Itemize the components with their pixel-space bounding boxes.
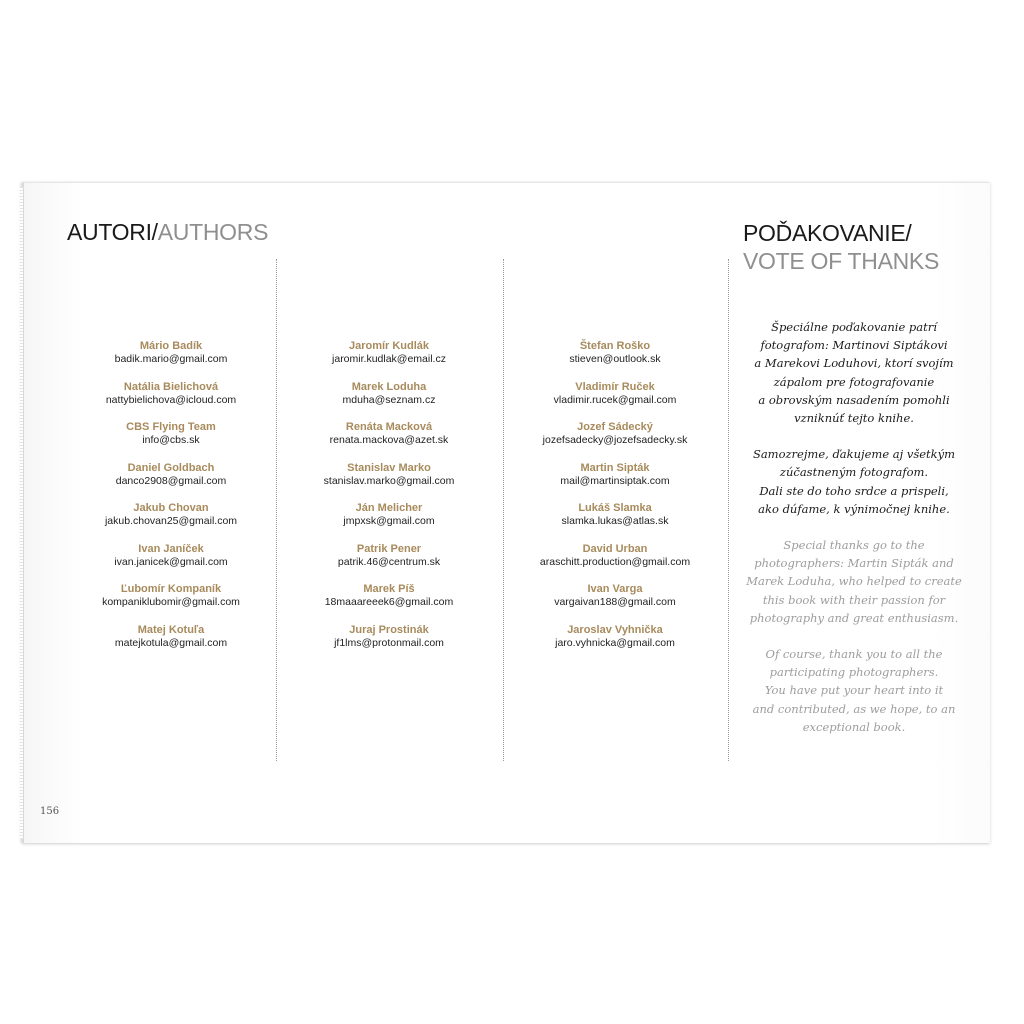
author-entry — [280, 421, 498, 462]
thanks-heading-sk: POĎAKOVANIE/ — [743, 220, 912, 246]
author-name: Vladimír Ruček — [575, 380, 655, 393]
book-page-spread — [22, 182, 990, 843]
author-email: danco2908@gmail.com — [115, 474, 227, 487]
author-email: jaro.vyhnicka@gmail.com — [555, 636, 675, 649]
author-name: Marek Píš — [363, 583, 415, 595]
author-entry — [62, 421, 280, 462]
author-entry — [280, 340, 498, 381]
authors-column-2 — [280, 340, 498, 664]
author-email: stanislav.marko@gmail.com — [323, 474, 455, 487]
author-email: araschitt.production@gmail.com — [539, 555, 691, 568]
author-email: jaromir.kudlak@email.cz — [332, 353, 446, 365]
thanks-heading — [743, 219, 939, 275]
author-name: Stanislav Marko — [347, 461, 431, 474]
author-name: Renáta Macková — [345, 421, 433, 433]
author-name: Juraj Prostinák — [349, 623, 429, 636]
thanks-paragraph-en-1: Special thanks go to the photographers: Martin Sipták and Marek Loduha, who helped to create this book with their passion for photography and great enthusiasm. — [746, 538, 962, 625]
author-name: Jaromír Kudlák — [348, 340, 430, 352]
author-entry — [280, 624, 498, 665]
authors-heading-en: AUTHORS — [157, 219, 269, 245]
author-entry — [506, 624, 724, 665]
author-entry — [280, 502, 498, 543]
author-name: Jaroslav Vyhnička — [567, 623, 663, 636]
author-email: vladimir.rucek@gmail.com — [553, 393, 677, 406]
author-name: Ľubomír Kompaník — [120, 583, 222, 595]
author-name: Matej Kotuľa — [137, 623, 205, 636]
author-name: Daniel Goldbach — [127, 461, 215, 474]
author-email: patrik.46@centrum.sk — [337, 555, 441, 568]
author-name: Jakub Chovan — [133, 502, 209, 514]
author-entry — [506, 340, 724, 381]
author-name: Natália Bielichová — [123, 380, 219, 393]
author-entry — [62, 543, 280, 584]
column-divider — [728, 259, 729, 761]
author-name: Ján Melicher — [355, 502, 423, 514]
author-email: info@cbs.sk — [142, 434, 200, 446]
author-email: nattybielichova@icloud.com — [105, 393, 237, 406]
author-name: Ivan Varga — [587, 583, 643, 595]
author-entry — [280, 381, 498, 422]
author-name: Lukáš Slamka — [578, 502, 652, 514]
author-email: jf1lms@protonmail.com — [334, 636, 444, 649]
thanks-text-block — [736, 318, 972, 754]
author-email: mail@martinsiptak.com — [560, 474, 670, 487]
author-name: Mário Badík — [139, 340, 203, 352]
author-name: Martin Sipták — [580, 461, 650, 474]
author-entry — [62, 462, 280, 503]
author-entry — [280, 543, 498, 584]
thanks-heading-en: VOTE OF THANKS — [743, 248, 940, 274]
thanks-paragraph-sk-1: Špeciálne poďakovanie patrí fotografom: Martinovi Siptákovi a Marekovi Loduhovi, ktorí svojím zápalom pre fotografovanie a obrovským nasadením pomohli vzniknúť tejto knihe. — [754, 320, 954, 426]
page-number: 156 — [40, 806, 60, 817]
author-name: Ivan Janíček — [138, 542, 204, 555]
authors-column-1 — [62, 340, 280, 664]
author-entry — [506, 583, 724, 624]
author-name: Marek Loduha — [351, 380, 427, 393]
author-email: kompaniklubomir@gmail.com — [102, 596, 240, 608]
author-email: 18maaareeek6@gmail.com — [324, 596, 454, 608]
author-email: ivan.janicek@gmail.com — [114, 555, 228, 568]
column-divider — [503, 259, 504, 761]
author-entry — [62, 381, 280, 422]
author-email: slamka.lukas@atlas.sk — [561, 515, 669, 527]
author-entry — [506, 381, 724, 422]
author-email: jakub.chovan25@gmail.com — [104, 515, 238, 527]
author-email: renata.mackova@azet.sk — [329, 434, 449, 446]
authors-column-3 — [506, 340, 724, 664]
author-name: Jozef Sádecký — [577, 421, 653, 433]
author-entry — [506, 543, 724, 584]
author-entry — [280, 583, 498, 624]
author-email: jmpxsk@gmail.com — [343, 515, 435, 527]
author-entry — [62, 502, 280, 543]
author-email: badik.mario@gmail.com — [114, 353, 228, 365]
author-name: Štefan Roško — [579, 340, 651, 352]
author-entry — [62, 340, 280, 381]
thanks-paragraph-sk-2: Samozrejme, ďakujeme aj všetkým zúčastneným fotografom. Dali ste do toho srdce a prispeli, ako dúfame, k výnimočnej knihe. — [752, 447, 956, 516]
thanks-paragraph-en-2: Of course, thank you to all the participating photographers. You have put your heart into it and contributed, as we hope, to an exceptional book. — [752, 647, 956, 734]
author-email: stieven@outlook.sk — [569, 353, 661, 365]
author-entry — [62, 583, 280, 624]
author-email: vargaivan188@gmail.com — [554, 596, 676, 608]
author-entry — [62, 624, 280, 665]
author-entry — [506, 462, 724, 503]
author-email: jozefsadecky@jozefsadecky.sk — [542, 434, 688, 446]
author-entry — [506, 421, 724, 462]
author-entry — [280, 462, 498, 503]
author-name: CBS Flying Team — [126, 421, 216, 433]
author-name: David Urban — [582, 542, 648, 555]
author-email: mduha@seznam.cz — [342, 393, 436, 406]
authors-heading — [67, 219, 268, 246]
authors-heading-sk: AUTORI/ — [67, 219, 158, 245]
author-email: matejkotula@gmail.com — [114, 636, 228, 649]
author-name: Patrik Pener — [356, 542, 422, 555]
author-entry — [506, 502, 724, 543]
